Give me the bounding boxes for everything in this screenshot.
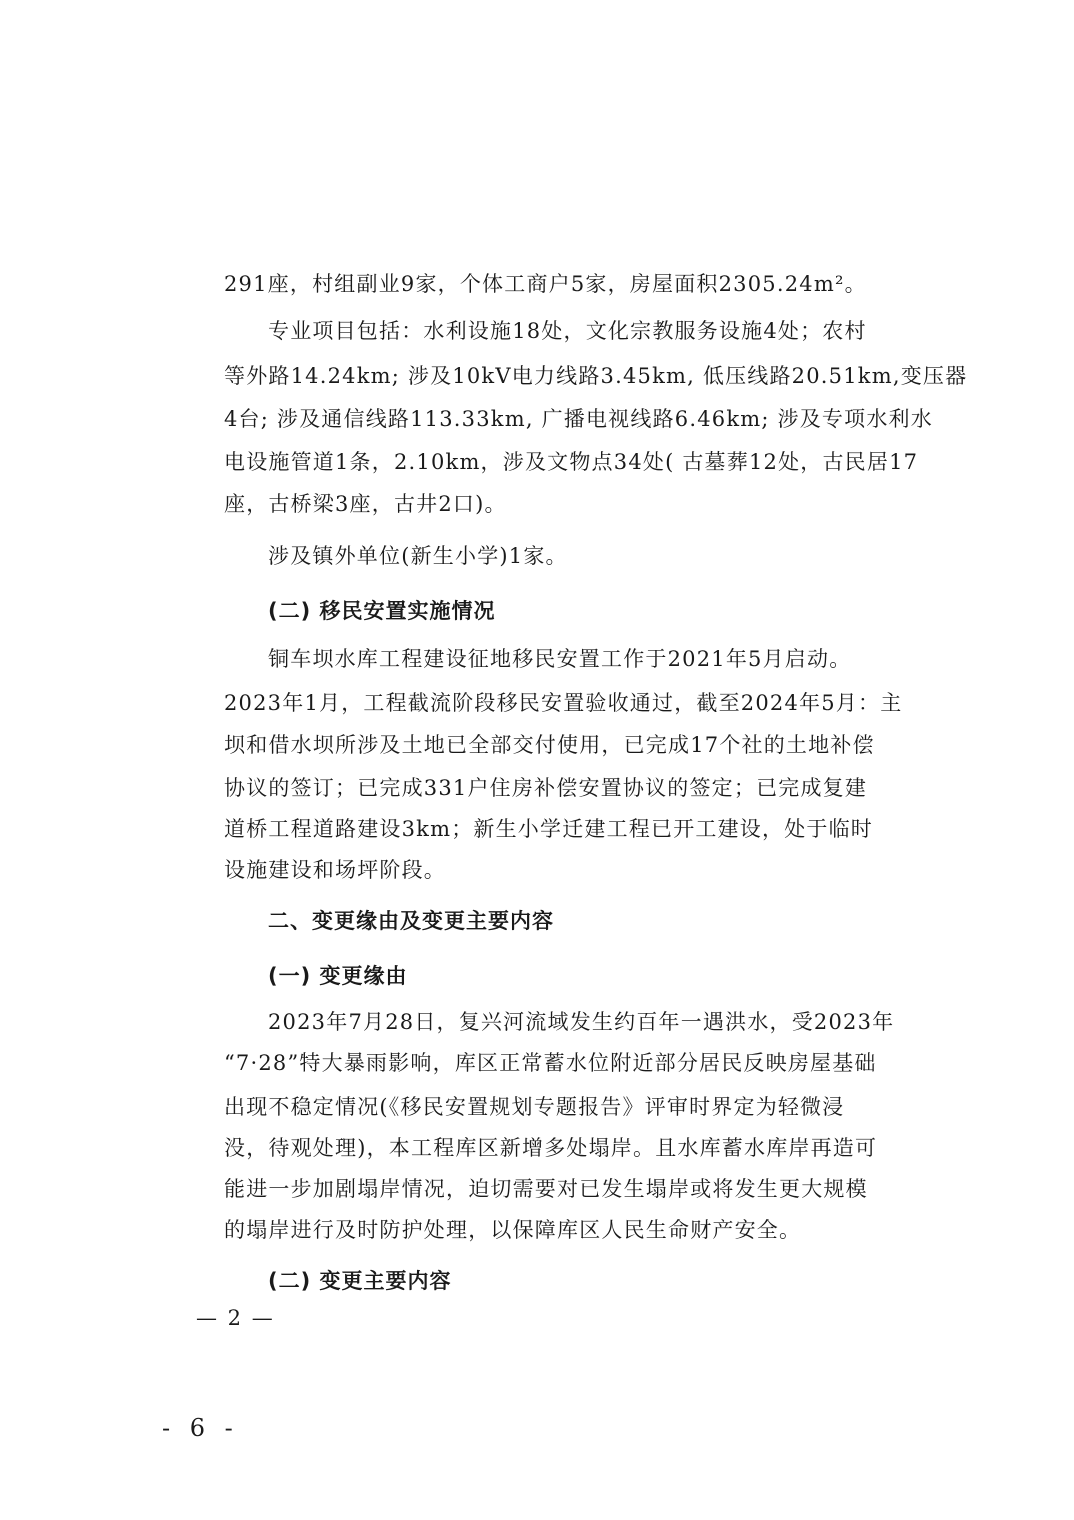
paragraph-line: 设施建设和场坪阶段。 xyxy=(224,858,446,882)
section-subheading: (二) 变更主要内容 xyxy=(268,1269,452,1293)
paragraph-line: 的塌岸进行及时防护处理，以保障库区人民生命财产安全。 xyxy=(224,1218,802,1242)
inner-page-number: — 2 — xyxy=(196,1306,275,1330)
paragraph-line: 协议的签订；已完成331户住房补偿安置协议的签定；已完成复建 xyxy=(224,776,868,800)
paragraph-line: 没，待观处理)，本工程库区新增多处塌岸。且水库蓄水库岸再造可 xyxy=(224,1136,878,1160)
paragraph-line: 291座，村组副业9家，个体工商户5家，房屋面积2305.24m²。 xyxy=(224,272,867,296)
paragraph-line: 出现不稳定情况(《移民安置规划专题报告》评审时界定为轻微浸 xyxy=(224,1095,845,1119)
section-heading: 二、变更缘由及变更主要内容 xyxy=(268,909,554,933)
paragraph-line: 2023年7月28日，复兴河流域发生约百年一遇洪水，受2023年 xyxy=(268,1010,895,1034)
paragraph-line: 2023年1月，工程截流阶段移民安置验收通过，截至2024年5月：主 xyxy=(224,691,903,715)
paragraph-line: 专业项目包括：水利设施18处，文化宗教服务设施4处；农村 xyxy=(268,319,867,343)
paragraph-line: 坝和借水坝所涉及土地已全部交付使用，已完成17个社的土地补偿 xyxy=(224,733,875,757)
paragraph-line: 电设施管道1条，2.10km，涉及文物点34处( 古墓葬12处，古民居17 xyxy=(224,450,919,474)
paragraph-line: 座，古桥梁3座，古井2口)。 xyxy=(224,492,507,516)
outer-page-number: - 6 - xyxy=(162,1414,239,1442)
paragraph-line: 涉及镇外单位(新生小学)1家。 xyxy=(268,544,568,568)
paragraph-line: 能进一步加剧塌岸情况，迫切需要对已发生塌岸或将发生更大规模 xyxy=(224,1177,868,1201)
paragraph-line: 铜车坝水库工程建设征地移民安置工作于2021年5月启动。 xyxy=(268,647,852,671)
section-subheading: (一) 变更缘由 xyxy=(268,964,408,988)
paragraph-line: 等外路14.24km; 涉及10kV电力线路3.45km, 低压线路20.51km,变压器 xyxy=(224,364,968,388)
section-subheading: (二) 移民安置实施情况 xyxy=(268,599,496,623)
paragraph-line: “7·28”特大暴雨影响，库区正常蓄水位附近部分居民反映房屋基础 xyxy=(224,1051,877,1075)
paragraph-line: 4台; 涉及通信线路113.33km, 广播电视线路6.46km; 涉及专项水利水 xyxy=(224,407,933,431)
paragraph-line: 道桥工程道路建设3km；新生小学迁建工程已开工建设，处于临时 xyxy=(224,817,873,841)
